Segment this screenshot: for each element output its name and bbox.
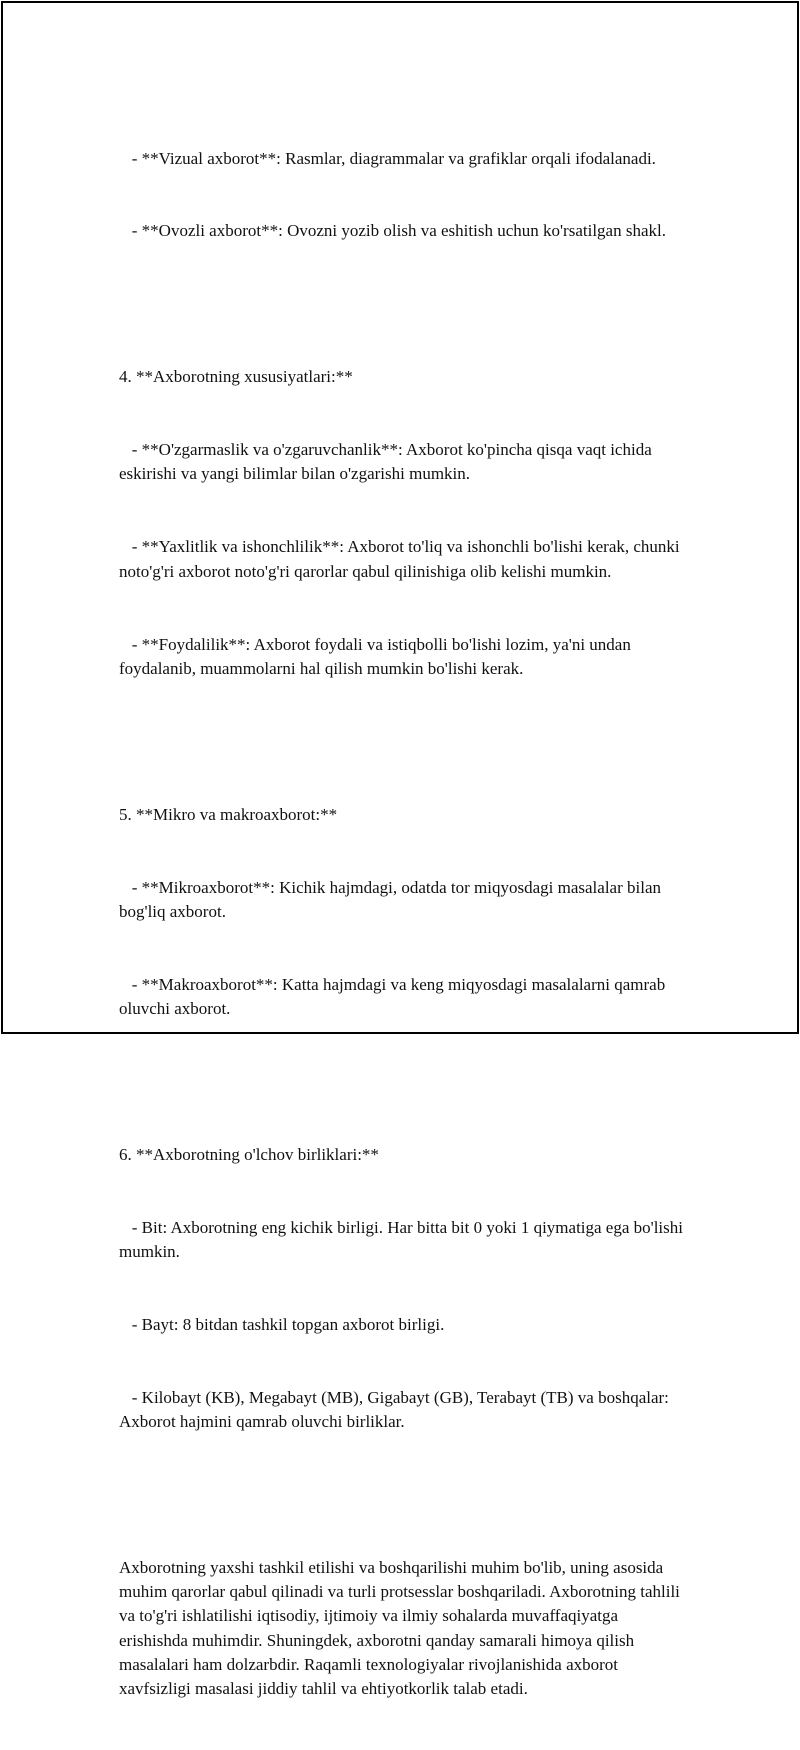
blank-line [119, 292, 689, 316]
list-item-larger-units: - Kilobayt (KB), Megabayt (MB), Gigabayt (GB), Terabayt (TB) va boshqalar: Axborot hajmini qamrab oluvchi birliklar. [119, 1387, 673, 1432]
document-body [119, 98, 689, 1750]
document-page [1, 1, 799, 1699]
list-item-bit: - Bit: Axborotning eng kichik birligi. Har bitta bit 0 yoki 1 qiymatiga ega bo'lishi mumkin. [119, 1217, 688, 1261]
list-item-audio-info: - **Ovozli axborot**: Ovozni yozib olish va eshitish uchun ko'rsatilgan shakl. [119, 221, 666, 241]
blank-line [119, 1070, 689, 1094]
blank-line [119, 1483, 689, 1507]
section-heading-properties: 4. **Axborotning xususiyatlari:** [119, 367, 353, 387]
list-item-variability: - **O'zgarmaslik va o'zgaruvchanlik**: Axborot ko'pincha qisqa vaqt ichida eskirishi va yangi bilimlar bilan o'zgarishi mumkin. [119, 440, 656, 484]
list-item-microinfo: - **Mikroaxborot**: Kichik hajmdagi, odatda tor miqyosdagi masalalar bilan bog'liq axborot. [119, 877, 666, 921]
list-item-integrity: - **Yaxlitlik va ishonchlilik**: Axborot to'liq va ishonchli bo'lishi kerak, chunki noto'g'ri axborot noto'g'ri qarorlar qabul qilinishiga olib kelishi mumkin. [119, 537, 684, 581]
list-item-macroinfo: - **Makroaxborot**: Katta hajmdagi va keng miqyosdagi masalalarni qamrab oluvchi axborot. [119, 974, 670, 1018]
conclusion-paragraph: Axborotning yaxshi tashkil etilishi va boshqarilishi muhim bo'lib, uning asosida muhim qarorlar qabul qilinadi va turli protsesslar boshqariladi. Axborotning tahlili va to'g'ri ishlatilishi iqtisodiy, ijtimoiy va ilmiy sohalarda muvaffaqiyatga erishishda muhimdir. Shuningdek, axborotni qanday samarali himoya qilish masalalari ham dolzarbdir. Raqamli texnologiyalar rivojlanishida axborot xavfsizligi masalasi jiddiy tahlil va ehtiyotkorlik talab etadi. [119, 1557, 685, 1699]
list-item-usefulness: - **Foydalilik**: Axborot foydali va istiqbolli bo'lishi lozim, ya'ni undan foydalanib, muammolarni hal qilish mumkin bo'lishi kerak. [119, 634, 636, 678]
section-heading-micro-macro: 5. **Mikro va makroaxborot:** [119, 804, 338, 824]
blank-line [119, 730, 689, 754]
section-heading-units: 6. **Axborotning o'lchov birliklari:** [119, 1144, 379, 1164]
list-item-byte: - Bayt: 8 bitdan tashkil topgan axborot birligi. [119, 1314, 445, 1334]
list-item-visual-info: - **Vizual axborot**: Rasmlar, diagrammalar va grafiklar orqali ifodalanadi. [119, 148, 656, 168]
